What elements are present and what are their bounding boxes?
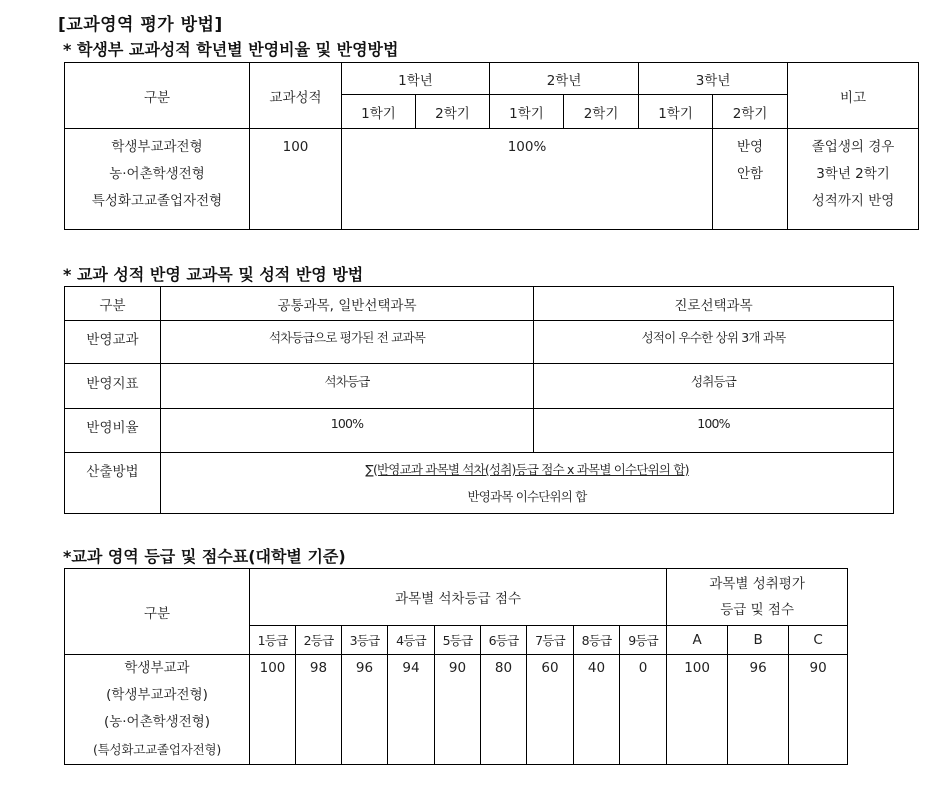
header-note: 비고 (788, 63, 919, 129)
grade-header: 5등급 (435, 626, 481, 655)
header-semester: 2학기 (564, 95, 639, 129)
track-list (65, 129, 250, 230)
general-value: 석차등급으로 평가된 전 교과목 (161, 321, 534, 364)
track-name: 농·어촌학생전형 (109, 166, 205, 182)
header-grade-score: 교과성적 (250, 63, 342, 129)
header-general-subjects: 공통과목, 일반선택과목 (161, 287, 534, 321)
score-value: 90 (435, 655, 481, 765)
header-rank-scores: 과목별 석차등급 점수 (250, 569, 667, 626)
grade-header: 3등급 (342, 626, 388, 655)
ratio-cell: 100% (342, 129, 713, 230)
header-semester: 1학기 (342, 95, 416, 129)
general-value: 100% (161, 409, 534, 453)
score-value: 100 (667, 655, 728, 765)
career-value: 성취등급 (534, 364, 894, 409)
header-achievement: 과목별 성취평가 등급 및 점수 (667, 569, 848, 626)
score-value: 0 (620, 655, 667, 765)
not-applied-cell: 반영 안함 (713, 129, 788, 230)
section3-heading: *교과 영역 등급 및 점수표(대학별 기준) (63, 547, 346, 566)
row-label: 산출방법 (65, 453, 161, 514)
row-label: 반영교과 (65, 321, 161, 364)
grade-header: 6등급 (481, 626, 527, 655)
row-label: 반영지표 (65, 364, 161, 409)
score-value: 40 (574, 655, 620, 765)
formula-numerator: ∑(반영교과 과목별 석차(성취)등급 점수 x 과목별 이수단위의 합) (365, 462, 689, 477)
score-value: 96 (728, 655, 789, 765)
score-value: 80 (481, 655, 527, 765)
header-category: 구분 (65, 569, 250, 655)
track-name: 학생부교과전형 (111, 139, 203, 155)
header-career-subjects: 진로선택과목 (534, 287, 894, 321)
track-list: 학생부교과 (학생부교과전형) (농·어촌학생전형) (특성화고교졸업자전형) (65, 655, 250, 765)
row-label: 반영비율 (65, 409, 161, 453)
grade-header: 1등급 (250, 626, 296, 655)
career-value: 100% (534, 409, 894, 453)
section2-heading: * 교과 성적 반영 교과목 및 성적 반영 방법 (63, 265, 364, 284)
grade-header: C (789, 626, 848, 655)
score-value: 98 (296, 655, 342, 765)
track-name: 특성화고교졸업자전형 (91, 193, 223, 209)
section1-heading: * 학생부 교과성적 학년별 반영비율 및 반영방법 (63, 40, 399, 59)
header-semester: 1학기 (639, 95, 713, 129)
career-value: 성적이 우수한 상위 3개 과목 (534, 321, 894, 364)
formula-cell (161, 453, 894, 514)
grade-header: 2등급 (296, 626, 342, 655)
score-value: 90 (789, 655, 848, 765)
score-value: 96 (342, 655, 388, 765)
grade-header: 7등급 (527, 626, 574, 655)
score-value: 100 (250, 655, 296, 765)
grade-header: 8등급 (574, 626, 620, 655)
header-year-3: 3학년 (639, 63, 788, 95)
header-category: 구분 (65, 287, 161, 321)
header-semester: 2학기 (713, 95, 788, 129)
note-cell: 졸업생의 경우 3학년 2학기 성적까지 반영 (788, 129, 919, 230)
grade-header: 4등급 (388, 626, 435, 655)
grade-header: B (728, 626, 789, 655)
header-year-1: 1학년 (342, 63, 490, 95)
subject-method-table (64, 286, 894, 514)
grade-score-table (64, 568, 848, 765)
grade-header: A (667, 626, 728, 655)
header-semester: 2학기 (416, 95, 490, 129)
formula-denominator: 반영과목 이수단위의 합 (467, 489, 587, 504)
grade-header: 9등급 (620, 626, 667, 655)
header-category: 구분 (65, 63, 250, 129)
score-cell: 100 (250, 129, 342, 230)
score-value: 60 (527, 655, 574, 765)
general-value: 석차등급 (161, 364, 534, 409)
score-value: 94 (388, 655, 435, 765)
grade-ratio-table (64, 62, 919, 230)
header-year-2: 2학년 (490, 63, 639, 95)
header-semester: 1학기 (490, 95, 564, 129)
page-title: [교과영역 평가 방법] (58, 15, 223, 35)
